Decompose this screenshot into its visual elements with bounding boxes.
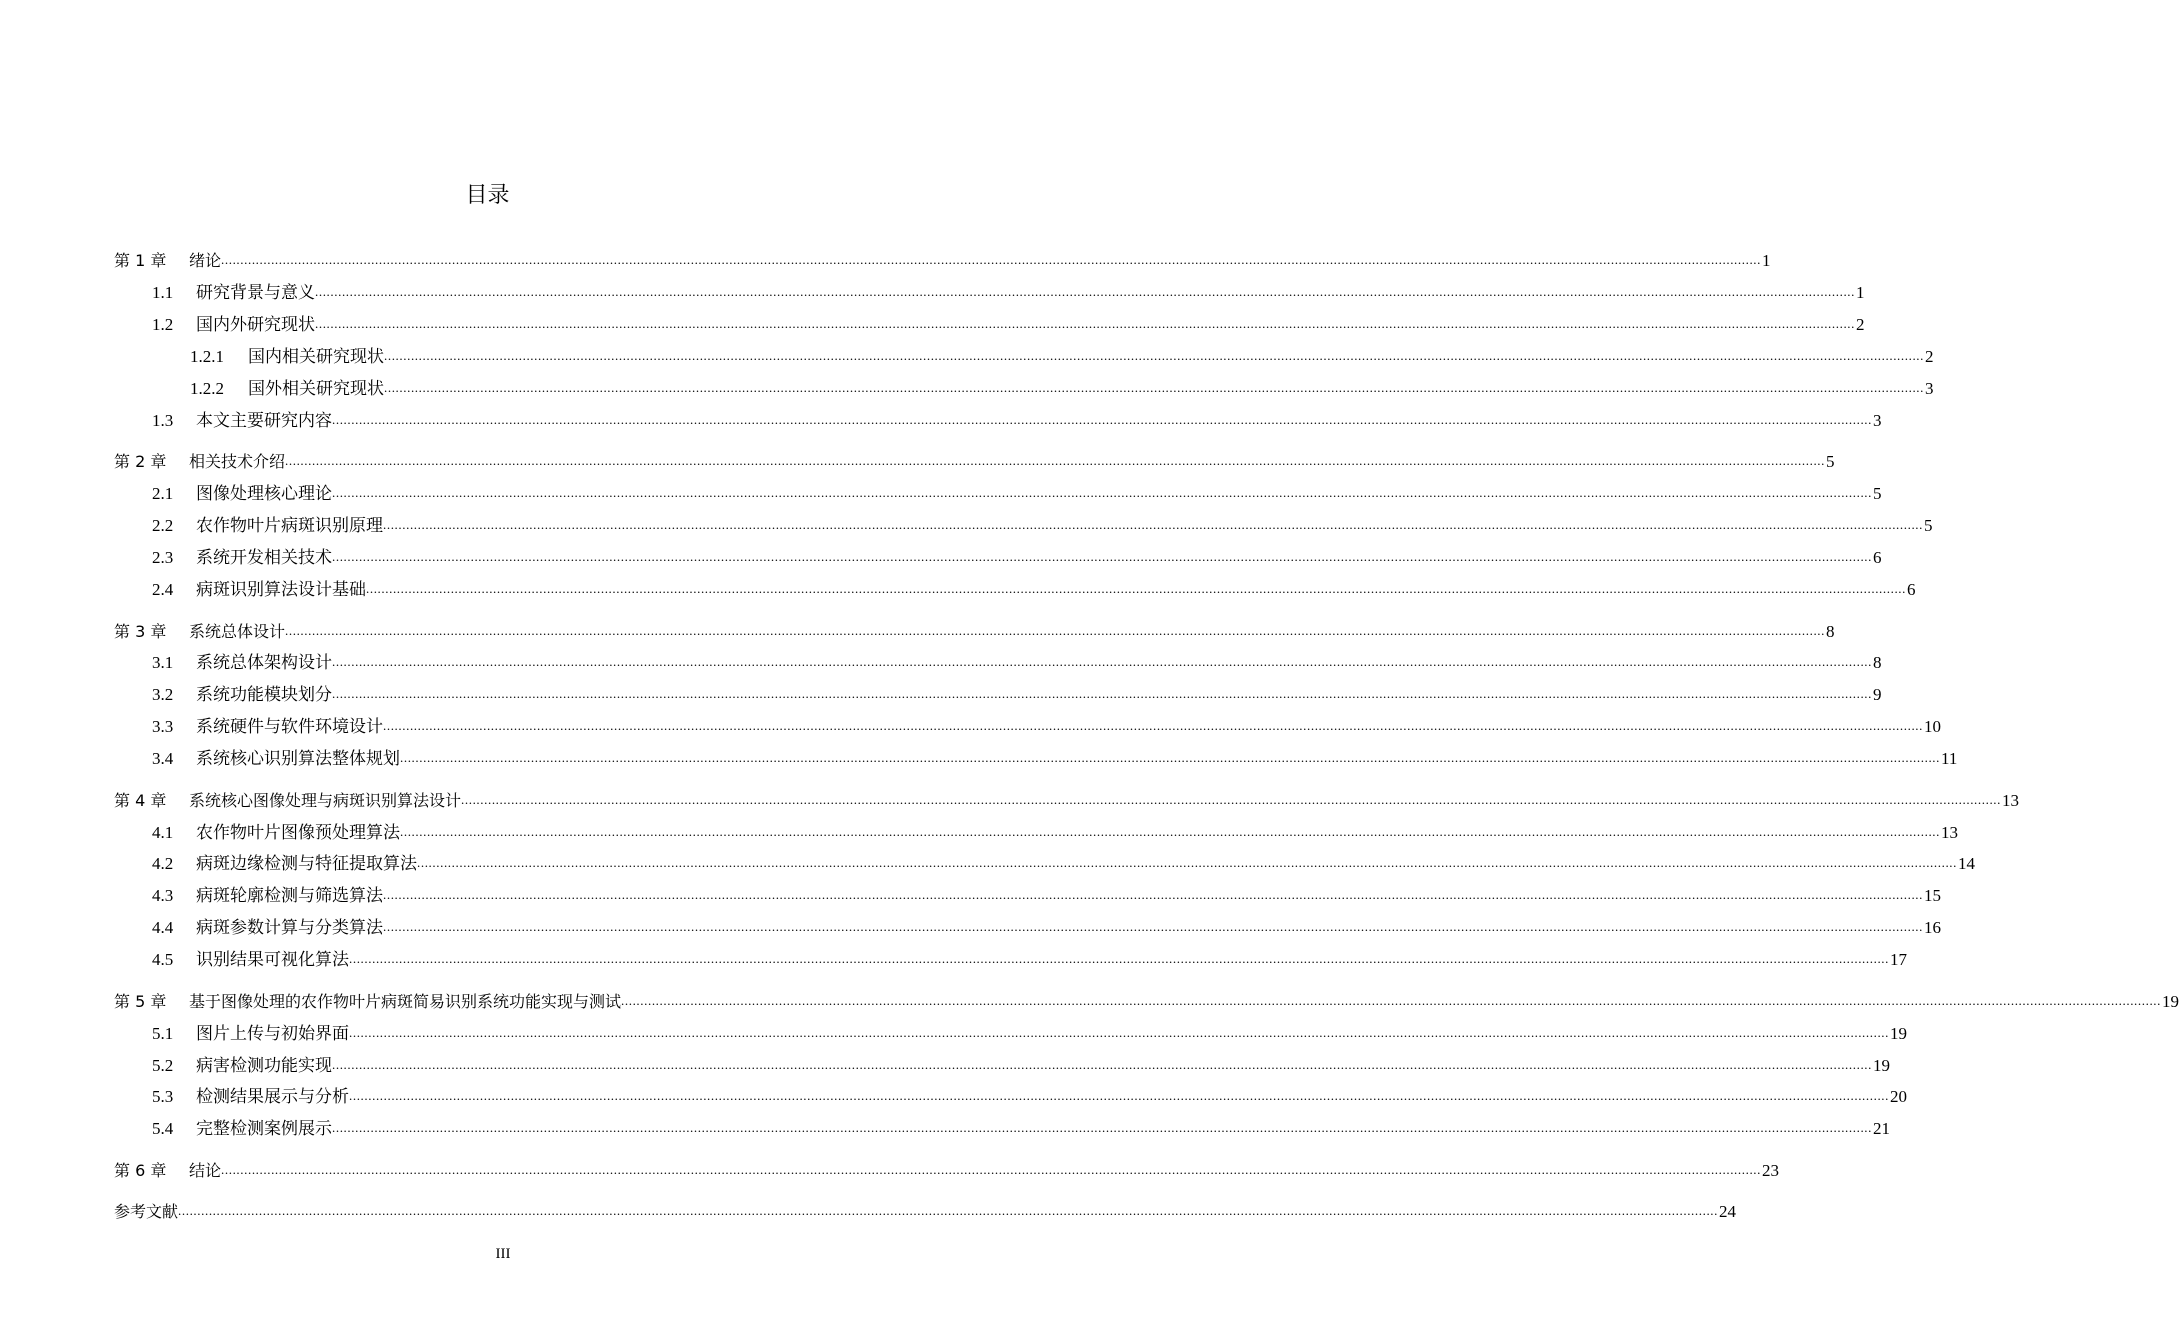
- toc-entry-label: 本文主要研究内容: [196, 411, 332, 430]
- dot-leader: ................................................................................................................................................................................................................................................................................................................................................................................................................: [332, 549, 1872, 564]
- toc-entry-page: 11: [1941, 749, 1958, 768]
- toc-entry-label: 检测结果展示与分析: [196, 1087, 349, 1106]
- dot-leader: ................................................................................................................................................................................................................................................................................................................................................................................................................: [417, 855, 1957, 870]
- dot-leader: ................................................................................................................................................................................................................................................................................................................................................................................................................: [332, 412, 1872, 427]
- toc-entry-number: 5.2: [152, 1056, 174, 1075]
- toc-entry[interactable]: [114, 405, 1882, 431]
- toc-entry-page: 16: [1924, 918, 1941, 937]
- toc-entry[interactable]: [114, 679, 1882, 705]
- toc-entry-page: 19: [2162, 992, 2179, 1011]
- dot-leader: ................................................................................................................................................................................................................................................................................................................................................................................................................: [366, 581, 1906, 596]
- toc-entry-page: 13: [1941, 823, 1958, 842]
- toc-entry[interactable]: [114, 510, 1933, 536]
- toc-entry-page: 20: [1890, 1087, 1907, 1106]
- toc-title: 目录: [465, 183, 510, 208]
- toc-entry-label: 农作物叶片图像预处理算法: [196, 823, 400, 842]
- toc-entry[interactable]: [114, 1018, 1907, 1044]
- toc-entry-page: 17: [1890, 950, 1907, 969]
- toc-entry[interactable]: [114, 817, 1958, 843]
- toc-entry-number: 2.3: [152, 548, 174, 567]
- toc-entry-label: 研究背景与意义: [196, 283, 315, 302]
- dot-leader: ................................................................................................................................................................................................................................................................................................................................................................................................................: [285, 623, 1826, 638]
- toc-entry-label: 图像处理核心理论: [196, 484, 332, 503]
- dot-leader: ................................................................................................................................................................................................................................................................................................................................................................................................................: [384, 348, 1924, 363]
- toc-entry-number: 3.4: [152, 749, 174, 768]
- toc-entry-label: 参考文献: [114, 1202, 179, 1221]
- toc-entry-page: 2: [1856, 315, 1865, 334]
- toc-entry-label: 国内相关研究现状: [248, 347, 384, 366]
- toc-entry-label: 识别结果可视化算法: [196, 950, 349, 969]
- toc-entry-number: 1.2.2: [190, 379, 224, 398]
- toc-entry[interactable]: [114, 785, 2020, 811]
- toc-entry[interactable]: [114, 341, 1934, 367]
- toc-entry-number: 5.1: [152, 1024, 174, 1043]
- dot-leader: ................................................................................................................................................................................................................................................................................................................................................................................................................: [383, 919, 1923, 934]
- toc-entry[interactable]: [114, 647, 1882, 673]
- toc-entry-number: 第 3 章: [114, 622, 167, 641]
- toc-entry-label: 系统功能模块划分: [196, 685, 332, 704]
- toc-entry[interactable]: [114, 542, 1882, 568]
- dot-leader: ................................................................................................................................................................................................................................................................................................................................................................................................................: [221, 252, 1762, 267]
- toc-entry[interactable]: [114, 446, 1835, 472]
- dot-leader: ................................................................................................................................................................................................................................................................................................................................................................................................................: [383, 887, 1923, 902]
- page-number: III: [495, 1246, 511, 1262]
- toc-entry-number: 第 1 章: [114, 251, 167, 270]
- toc-entry-page: 15: [1924, 886, 1941, 905]
- toc-entry[interactable]: [114, 478, 1882, 504]
- toc-entry[interactable]: [114, 986, 2179, 1012]
- toc-entry-page: 8: [1826, 622, 1835, 641]
- toc-entry-number: 1.1: [152, 283, 174, 302]
- toc-entry[interactable]: [114, 1155, 1780, 1181]
- toc-entry-page: 2: [1925, 347, 1934, 366]
- toc-entry-number: 3.2: [152, 685, 174, 704]
- toc-entry-number: 4.4: [152, 918, 174, 937]
- dot-leader: ................................................................................................................................................................................................................................................................................................................................................................................................................: [332, 485, 1872, 500]
- toc-entry-label: 国外相关研究现状: [248, 379, 384, 398]
- toc-entry-number: 第 4 章: [114, 791, 167, 810]
- toc-entry-page: 1: [1856, 283, 1865, 302]
- toc-entry-page: 10: [1924, 717, 1941, 736]
- toc-entry[interactable]: [114, 912, 1941, 938]
- dot-leader: ................................................................................................................................................................................................................................................................................................................................................................................................................: [621, 993, 2162, 1008]
- toc-entry[interactable]: [114, 1050, 1890, 1076]
- toc-entry-label: 系统硬件与软件环境设计: [196, 717, 383, 736]
- toc-entry-number: 第 6 章: [114, 1161, 167, 1180]
- toc-entry-page: 24: [1719, 1202, 1737, 1221]
- toc-entry-page: 9: [1873, 685, 1882, 704]
- dot-leader: ................................................................................................................................................................................................................................................................................................................................................................................................................: [332, 1120, 1872, 1135]
- toc-entry-label: 病斑边缘检测与特征提取算法: [196, 854, 417, 873]
- toc-entry-number: 4.3: [152, 886, 174, 905]
- toc-entry-label: 基于图像处理的农作物叶片病斑简易识别系统功能实现与测试: [189, 992, 622, 1011]
- toc-entry-number: 1.2: [152, 315, 174, 334]
- toc-entry-number: 5.3: [152, 1087, 174, 1106]
- toc-entry-number: 1.2.1: [190, 347, 224, 366]
- toc-entry-page: 8: [1873, 653, 1882, 672]
- toc-entry-number: 第 2 章: [114, 452, 167, 471]
- dot-leader: ................................................................................................................................................................................................................................................................................................................................................................................................................: [221, 1162, 1762, 1177]
- toc-entry-label: 系统总体设计: [189, 622, 286, 641]
- toc-entry-page: 14: [1958, 854, 1975, 873]
- toc-entry[interactable]: [114, 277, 1865, 303]
- toc-entry-page: 3: [1873, 411, 1882, 430]
- toc-entry-number: 4.5: [152, 950, 174, 969]
- toc-entry-label: 系统核心图像处理与病斑识别算法设计: [189, 791, 462, 810]
- toc-entry-label: 系统核心识别算法整体规划: [196, 749, 400, 768]
- dot-leader: ................................................................................................................................................................................................................................................................................................................................................................................................................: [349, 1088, 1889, 1103]
- dot-leader: ................................................................................................................................................................................................................................................................................................................................................................................................................: [332, 1057, 1872, 1072]
- toc-entry-page: 19: [1890, 1024, 1907, 1043]
- toc-entry[interactable]: [114, 245, 1771, 271]
- dot-leader: ................................................................................................................................................................................................................................................................................................................................................................................................................: [383, 517, 1923, 532]
- toc-entry-number: 5.4: [152, 1119, 174, 1138]
- toc-entry-page: 19: [1873, 1056, 1890, 1075]
- dot-leader: ................................................................................................................................................................................................................................................................................................................................................................................................................: [285, 453, 1826, 468]
- dot-leader: ................................................................................................................................................................................................................................................................................................................................................................................................................: [332, 654, 1872, 669]
- toc-entry-number: 2.1: [152, 484, 174, 503]
- dot-leader: ................................................................................................................................................................................................................................................................................................................................................................................................................: [400, 750, 1940, 765]
- dot-leader: ................................................................................................................................................................................................................................................................................................................................................................................................................: [332, 686, 1872, 701]
- toc-entry-label: 农作物叶片病斑识别原理: [196, 516, 383, 535]
- toc-entry-label: 系统总体架构设计: [196, 653, 332, 672]
- dot-leader: ................................................................................................................................................................................................................................................................................................................................................................................................................: [349, 1025, 1889, 1040]
- toc-entry[interactable]: [114, 1113, 1890, 1139]
- toc-entry[interactable]: [114, 574, 1916, 600]
- toc-entry-number: 1.3: [152, 411, 174, 430]
- toc-entry-number: 第 5 章: [114, 992, 167, 1011]
- toc-entry-label: 病害检测功能实现: [196, 1056, 332, 1075]
- dot-leader: ................................................................................................................................................................................................................................................................................................................................................................................................................: [315, 284, 1855, 299]
- toc-entry[interactable]: [114, 743, 1958, 769]
- toc-entry-label: 国内外研究现状: [196, 315, 315, 334]
- toc-entry-number: 2.2: [152, 516, 174, 535]
- toc-entry[interactable]: [114, 944, 1907, 970]
- toc-entry[interactable]: [114, 309, 1865, 335]
- dot-leader: ................................................................................................................................................................................................................................................................................................................................................................................................................: [178, 1203, 1719, 1218]
- dot-leader: ................................................................................................................................................................................................................................................................................................................................................................................................................: [461, 792, 2002, 807]
- toc-entry-page: 3: [1925, 379, 1934, 398]
- toc-entry-page: 1: [1762, 251, 1771, 270]
- dot-leader: ................................................................................................................................................................................................................................................................................................................................................................................................................: [400, 824, 1940, 839]
- toc-entry[interactable]: [114, 616, 1835, 642]
- toc-entry-number: 4.1: [152, 823, 174, 842]
- toc-entry-page: 6: [1907, 580, 1916, 599]
- toc-entry-label: 病斑参数计算与分类算法: [196, 918, 383, 937]
- dot-leader: ................................................................................................................................................................................................................................................................................................................................................................................................................: [315, 316, 1855, 331]
- toc-entry[interactable]: [114, 711, 1941, 737]
- toc-entry-page: 23: [1762, 1161, 1780, 1180]
- dot-leader: ................................................................................................................................................................................................................................................................................................................................................................................................................: [349, 951, 1889, 966]
- toc-entry-label: 系统开发相关技术: [196, 548, 332, 567]
- toc-entry[interactable]: [114, 848, 1975, 874]
- toc-entry-page: 21: [1873, 1119, 1890, 1138]
- toc-entry-label: 病斑轮廓检测与筛选算法: [196, 886, 383, 905]
- dot-leader: ................................................................................................................................................................................................................................................................................................................................................................................................................: [383, 718, 1923, 733]
- toc-entry[interactable]: [114, 373, 1934, 399]
- toc-entry-label: 完整检测案例展示: [196, 1119, 332, 1138]
- toc-entry-label: 图片上传与初始界面: [196, 1024, 349, 1043]
- toc-entry[interactable]: [114, 1081, 1907, 1107]
- toc-entry-page: 5: [1826, 452, 1835, 471]
- toc-entry-number: 2.4: [152, 580, 174, 599]
- toc-entry-number: 3.1: [152, 653, 174, 672]
- toc-entry[interactable]: [114, 880, 1941, 906]
- dot-leader: ................................................................................................................................................................................................................................................................................................................................................................................................................: [384, 380, 1924, 395]
- toc-entry[interactable]: [114, 1196, 1737, 1222]
- toc-entry-number: 4.2: [152, 854, 174, 873]
- toc-entry-page: 13: [2002, 791, 2020, 810]
- toc-entry-page: 5: [1873, 484, 1882, 503]
- toc-entry-page: 6: [1873, 548, 1882, 567]
- toc-entry-label: 病斑识别算法设计基础: [196, 580, 366, 599]
- toc-entry-page: 5: [1924, 516, 1933, 535]
- toc-entry-label: 相关技术介绍: [189, 452, 286, 471]
- toc-entry-label: 绪论: [189, 251, 222, 270]
- toc-entry-label: 结论: [189, 1161, 222, 1180]
- toc-entry-number: 3.3: [152, 717, 174, 736]
